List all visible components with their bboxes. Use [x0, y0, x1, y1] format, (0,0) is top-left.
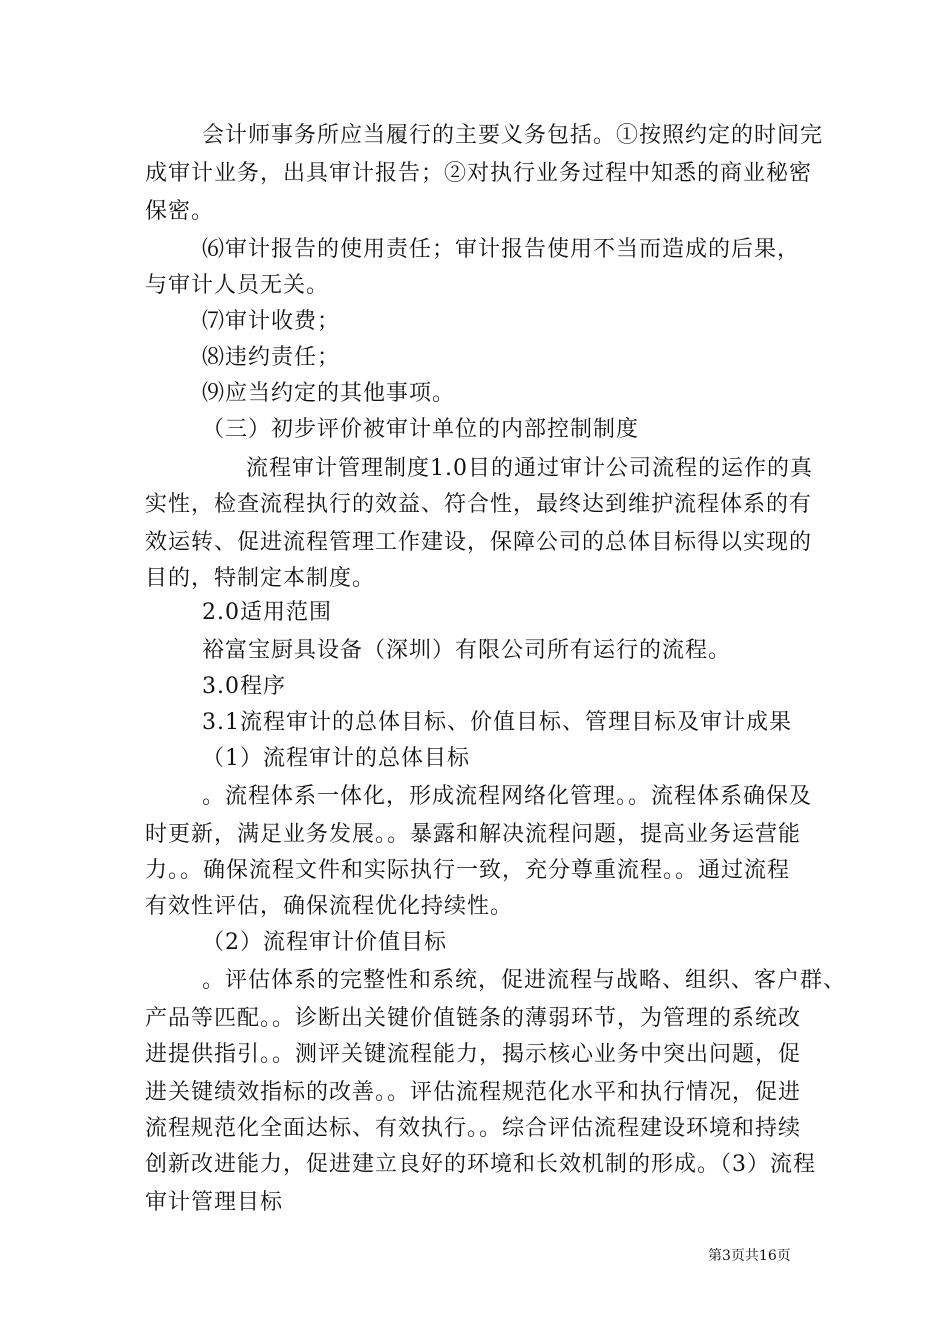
- paragraph-line: 创新改进能力，促进建立良好的环境和长效机制的形成。（3）流程: [145, 1152, 816, 1177]
- section-heading: （1）流程审计的总体目标: [202, 746, 470, 771]
- paragraph-line: 。评估体系的完整性和系统，促进流程与战略、组织、客户群、: [202, 968, 847, 993]
- paragraph-line: 。流程体系一体化，形成流程网络化管理。。流程体系确保及: [202, 784, 813, 809]
- page-number: 第3页共16页: [708, 1248, 791, 1264]
- paragraph-line: ⑼应当约定的其他事项。: [202, 381, 456, 406]
- paragraph-line: 流程规范化全面达标、有效执行。。综合评估流程建设环境和持续: [145, 1116, 802, 1141]
- section-heading: 3.0程序: [202, 674, 286, 699]
- paragraph-line: ⑺审计收费；: [202, 309, 341, 334]
- paragraph-line: ⑹审计报告的使用责任；审计报告使用不当而造成的后果，: [202, 237, 801, 262]
- paragraph-line: 进关键绩效指标的改善。。评估流程规范化水平和执行情况，促进: [145, 1080, 802, 1105]
- paragraph-line: 目的，特制定本制度。: [145, 566, 376, 591]
- paragraph-line: 时更新，满足业务发展。。暴露和解决流程问题，提高业务运营能: [145, 822, 802, 847]
- paragraph-line: 会计师事务所应当履行的主要义务包括。①按照约定的时间完: [202, 123, 824, 148]
- paragraph-line: 产品等匹配。。诊断出关键价值链条的薄弱环节，为管理的系统改: [145, 1006, 802, 1031]
- paragraph-line: 有效性评估，确保流程优化持续性。: [145, 894, 514, 919]
- paragraph-line: 进提供指引。。测评关键流程能力，揭示核心业务中突出问题，促: [145, 1042, 802, 1067]
- paragraph-line: 实性，检查流程执行的效益、符合性，最终达到维护流程体系的有: [145, 492, 813, 517]
- section-heading: （三）初步评价被审计单位的内部控制制度: [202, 417, 640, 442]
- paragraph-line: ⑻违约责任；: [202, 345, 341, 370]
- section-heading: 2.0适用范围: [202, 600, 332, 625]
- paragraph-line: 成审计业务，出具审计报告；②对执行业务过程中知悉的商业秘密: [145, 161, 813, 186]
- paragraph-line: 流程审计管理制度1.0目的通过审计公司流程的运作的真: [246, 456, 813, 481]
- paragraph-line: 与审计人员无关。: [145, 273, 330, 298]
- paragraph-line: 审计管理目标: [145, 1190, 284, 1215]
- section-heading: 3.1流程审计的总体目标、价值目标、管理目标及审计成果: [202, 710, 792, 735]
- paragraph-line: 保密。: [145, 199, 215, 224]
- section-heading: （2）流程审计价值目标: [202, 930, 447, 955]
- paragraph-line: 效运转、促进流程管理工作建设，保障公司的总体目标得以实现的: [145, 530, 813, 555]
- paragraph-line: 力。。确保流程文件和实际执行一致，充分尊重流程。。通过流程: [145, 858, 791, 883]
- paragraph-line: 裕富宝厨具设备（深圳）有限公司所有运行的流程。: [202, 638, 732, 663]
